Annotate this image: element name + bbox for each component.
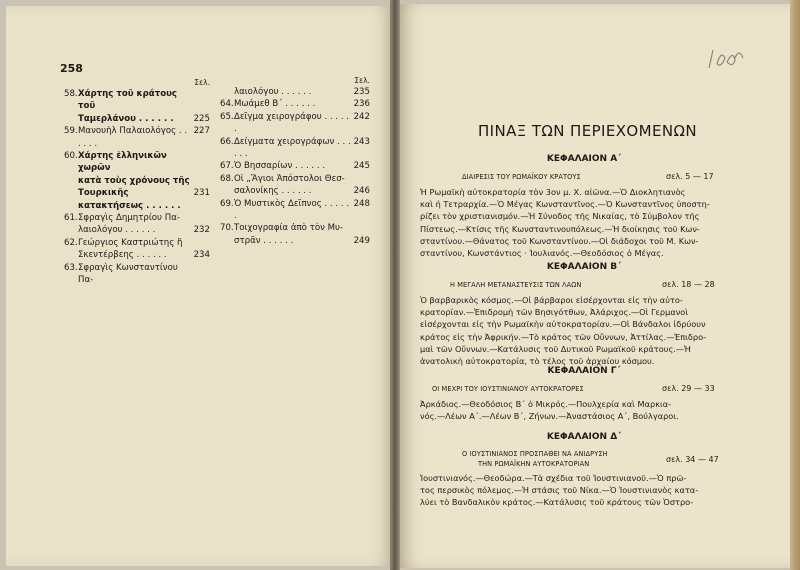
illustration-list-left xyxy=(64,78,210,287)
list-item-label: Σφραγὶς Δημητρίου Πα- xyxy=(78,213,180,224)
chapter-title: ΚΕΦΑΛΑΙΟΝ Α΄ xyxy=(546,154,622,164)
list-item-label: λαιολόγου . . . . . . xyxy=(78,225,156,236)
list-item-label: Τοιχογραφία ἀπὸ τὸν Μυ- xyxy=(234,223,344,234)
sel-label: Σελ. xyxy=(194,78,210,87)
list-item xyxy=(220,222,370,234)
chapter-title: ΚΕΦΑΛΑΙΟΝ Γ΄ xyxy=(547,366,621,376)
chapter-summary: Ἰουστινιανός.—Θεοδώρα.—Τὰ σχέδια τοῦ Ἰουστινιανοῦ.—Ὁ πρῶ- τος περσικὸς πόλεμος.—Ἡ στάσις τοῦ Νίκα.—Ὁ Ἰουστινιανὸς κατα- λύει τὸ Βανδαλικὸν κράτος.—Κατάλυσις τοῦ κράτους τῶν Ὀστρο- xyxy=(420,473,699,508)
list-item xyxy=(220,198,370,223)
list-item xyxy=(64,125,210,150)
list-item-page: 227 xyxy=(193,126,210,137)
list-item-number xyxy=(64,249,78,261)
list-item-number xyxy=(220,185,234,197)
chapter-subtitle: Ο ΙΟΥΣΤΙΝΙΑΝΟΣ ΠΡΟΣΠΑΘΕΙ ΝΑ ΑΝΙΔΡΥΣΗ xyxy=(462,450,608,458)
list-item xyxy=(64,88,210,113)
list-item xyxy=(64,249,210,261)
page-edge xyxy=(790,0,800,570)
list-item-page: 249 xyxy=(353,235,370,246)
list-item-label: Χάρτης τοῦ κράτους τοῦ xyxy=(78,89,178,112)
list-item-page: 243 xyxy=(353,136,370,147)
list-item xyxy=(220,160,370,172)
list-item-label: Χάρτης ἑλληνικῶν χωρῶν xyxy=(78,151,167,174)
list-item-label: στρᾶν . . . . . . xyxy=(234,235,294,246)
chapter-subtitle: ΤΗΝ ΡΩΜΑΪΚΗΝ ΑΥΤΟΚΡΑΤΟΡΙΑΝ xyxy=(478,460,590,468)
handwritten-note xyxy=(705,38,745,78)
list-item-page xyxy=(352,222,370,234)
list-item-label: Ὁ Βησσαρίων . . . . . . xyxy=(234,161,326,172)
list-item-page: 248 xyxy=(353,198,370,209)
list-item-number: 66. xyxy=(220,136,234,147)
list-item xyxy=(64,187,210,212)
list-item-page xyxy=(352,173,370,185)
list-item-label: Μωάμεθ Β΄ . . . . . . xyxy=(234,99,316,110)
list-item-label: Γεώργιος Καστριώτης ἢ xyxy=(78,237,183,248)
list-item-number: 58. xyxy=(64,89,78,99)
list-item-page: 235 xyxy=(353,87,370,97)
list-item xyxy=(220,173,370,185)
list-item-page: 246 xyxy=(353,186,370,197)
list-item-number xyxy=(220,235,234,247)
list-item-label: Δεῖγμα χειρογράφου . . . . . . xyxy=(234,111,350,135)
list-item xyxy=(64,175,210,187)
list-item-number: 68. xyxy=(220,173,234,184)
list-item-number xyxy=(64,175,78,187)
list-item-number: 64. xyxy=(220,99,234,110)
book-gutter xyxy=(390,0,400,570)
list-item-number: 60. xyxy=(64,151,78,162)
list-item xyxy=(220,98,370,110)
chapter-title: ΚΕΦΑΛΑΙΟΝ Δ΄ xyxy=(546,432,622,442)
page-number: 258 xyxy=(60,62,83,75)
list-item-label: Μανουὴλ Παλαιολόγος . . . . . . xyxy=(78,126,188,149)
list-item xyxy=(220,86,370,98)
list-item-page xyxy=(192,212,210,224)
list-item-label: Οἱ „Ἅγιοι Ἀπόστολοι Θεσ- xyxy=(234,173,345,184)
chapter-summary: Ἡ Ρωμαϊκὴ αὐτοκρατορία τὸν 3ον μ. Χ. αἰῶνα.—Ὁ Διοκλητιανὸς καὶ ἡ Τετραρχία.—Ὁ Μέγας Κωνσταντῖνος.—Ὁ Κωνσταντῖνος ὑποστη- ρίζει τὸν χριστιανισμόν.—Ἡ Σύνοδος τῆς Νικαίας, τὸ Σύμβολον τῆς Πίστεως.—Κτίσις τῆς Κωνσταντινουπόλεως.—Ἡ διοίκησις τοῦ Κων- σταντίνου.—Θάνατος τοῦ Κωνσταντίνου.—Οἱ διάδοχοι τοῦ Μ. Κων- σταντίνου, Κωνστάντιος · Ἰουλιανός.—Θεοδόσιος ὁ Μέγας. xyxy=(420,187,710,259)
list-item-number: 63. xyxy=(64,262,78,273)
list-item-page xyxy=(192,150,210,175)
chapter-summary: Ἀρκάδιος.—Θεοδόσιος Β΄ ὁ Μικρός.—Πουλχερία καὶ Μαρκια- νός.—Λέων Α΄.—Λέων Β΄, Ζήνων.—Ἀναστάσιος Α΄, Βούλγαροι. xyxy=(420,399,679,422)
chapter-pages: σελ. 5 — 17 xyxy=(666,172,714,181)
chapter-title: ΚΕΦΑΛΑΙΟΝ Β΄ xyxy=(546,262,622,272)
list-item-number xyxy=(64,113,78,125)
list-item-label: κατὰ τοὺς χρόνους τῆς xyxy=(78,175,190,186)
chapter-subtitle: Η ΜΕΓΑΛΗ ΜΕΤΑΝΑΣΤΕΥΣΙΣ ΤΩΝ ΛΑΩΝ xyxy=(450,281,582,289)
list-item-number: 62. xyxy=(64,237,78,248)
list-item-label: σαλονίκης . . . . . . xyxy=(234,186,312,197)
list-item xyxy=(64,212,210,224)
illustration-list-right xyxy=(220,76,370,247)
list-item xyxy=(220,185,370,197)
list-item-number xyxy=(64,224,78,236)
list-item-number: 59. xyxy=(64,126,78,137)
list-item-page: 225 xyxy=(193,113,210,124)
list-item-page: 231 xyxy=(193,188,210,199)
list-item-page: 236 xyxy=(353,99,370,110)
list-item-page: 234 xyxy=(193,250,210,261)
chapter-subtitle: ΔΙΑΙΡΕΣΙΣ ΤΟΥ ΡΩΜΑΪΚΟΥ ΚΡΑΤΟΥΣ xyxy=(462,173,581,181)
list-item xyxy=(64,113,210,125)
list-item-page xyxy=(192,88,210,113)
list-item-label: λαιολόγου . . . . . . xyxy=(234,87,312,97)
list-item xyxy=(64,237,210,249)
list-item-label: Ταμερλάνου . . . . . . xyxy=(78,113,174,124)
list-item-page: 245 xyxy=(353,161,370,172)
list-item-number: 65. xyxy=(220,111,234,122)
list-item-page: 232 xyxy=(193,225,210,236)
list-item xyxy=(220,136,370,161)
list-item xyxy=(64,150,210,175)
list-item-number: 61. xyxy=(64,213,78,224)
chapter-pages: σελ. 18 — 28 xyxy=(662,280,715,289)
chapter-pages: σελ. 34 — 47 xyxy=(666,455,719,464)
list-item-label: Σκεντέρβεης . . . . . . xyxy=(78,250,167,261)
list-item xyxy=(64,224,210,236)
list-item-page xyxy=(192,262,210,287)
list-item-label: Ὁ Μυστικὸς Δεῖπνος . . . . . . xyxy=(234,198,350,222)
list-item xyxy=(220,111,370,136)
list-item-page: 242 xyxy=(353,111,370,122)
list-item xyxy=(64,262,210,287)
list-item-label: Σφραγὶς Κωνσταντίνου Πα- xyxy=(78,262,178,286)
list-item-label: Δείγματα χειρογράφων . . . . . . xyxy=(234,136,351,160)
chapter-summary: Ὁ βαρβαρικὸς κόσμος.—Οἱ βάρβαροι εἰσέρχονται εἰς τὴν αὐτο- κρατορίαν.—Ἐπιδρομὴ τῶν Βησιγότθων, Ἀλάριχος.—Οἱ Γερμανοὶ εἰσέρχονται εἰς τὴν Ρωμαϊκὴν αὐτοκρατορίαν.—Οἱ Βάνδαλοι ἱδρύουν κράτος εἰς τὴν Ἀφρικήν.—Τὸ κράτος τῶν Οὔννων, Ἀττίλας.—Ἐπιδρο- μαὶ τῶν Οὔννων.—Κατάλυσις τοῦ Δυτικοῦ Ρωμαϊκοῦ κράτους.—Ἡ ἀνατολικὴ αὐτοκρατορία, τὸ τέλος τοῦ ἀρχαίου κόσμου. xyxy=(420,295,707,367)
list-item-label: Τουρκικῆς κατακτήσεως . . . . . . xyxy=(78,188,181,211)
list-item xyxy=(220,235,370,247)
sel-label: Σελ. xyxy=(354,76,370,85)
list-item-number: 67. xyxy=(220,161,234,172)
chapter-subtitle: ΟΙ ΜΕΧΡΙ ΤΟΥ ΙΟΥΣΤΙΝΙΑΝΟΥ ΑΥΤΟΚΡΑΤΟΡΕΣ xyxy=(432,385,584,393)
list-item-page xyxy=(192,237,210,249)
list-item-number: 69. xyxy=(220,198,234,209)
list-item-number xyxy=(220,86,234,98)
chapter-pages: σελ. 29 — 33 xyxy=(662,384,715,393)
list-item-number: 70. xyxy=(220,223,234,234)
list-item-number xyxy=(64,187,78,212)
toc-title: ΠΙΝΑΞ ΤΩΝ ΠΕΡΙΕΧΟΜΕΝΩΝ xyxy=(478,122,697,140)
list-item-page xyxy=(192,175,210,187)
